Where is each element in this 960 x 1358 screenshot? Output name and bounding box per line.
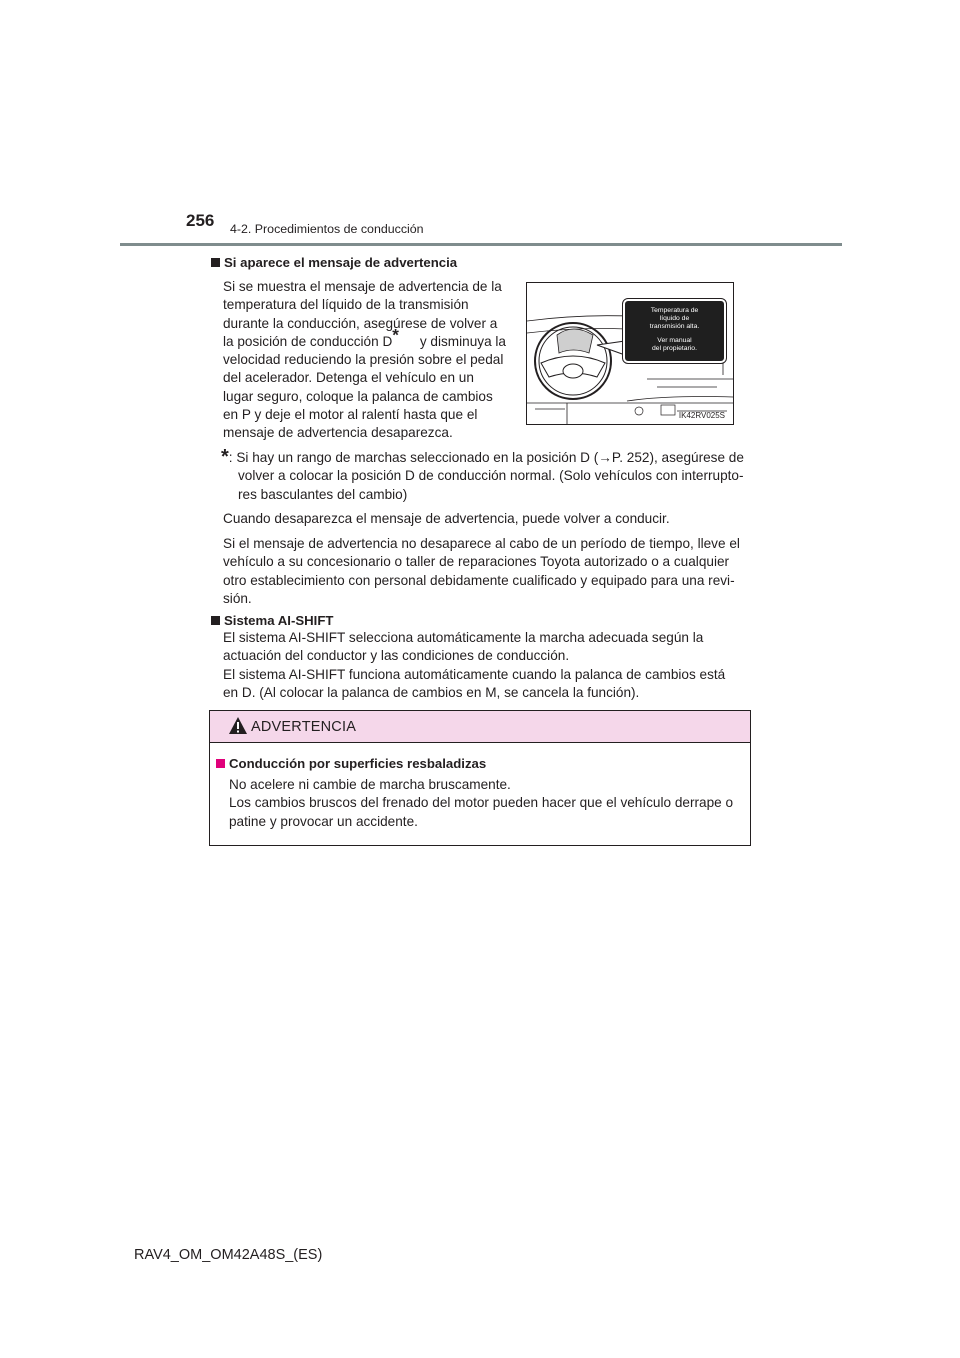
warning-triangle-icon (228, 716, 248, 735)
header-rule (120, 243, 842, 246)
text-line: temperatura del líquido de la transmisión (223, 297, 469, 313)
page-number: 256 (186, 211, 215, 230)
display-line: líquido de (659, 315, 690, 322)
text-line: sión. (223, 590, 252, 606)
text-line: en P y deje el motor al ralentí hasta que el (223, 407, 478, 423)
text-fragment: la posición de conducción D (223, 333, 393, 349)
text-line: Si el mensaje de advertencia no desaparece al cabo de un período de tiempo, lleve el (223, 536, 740, 551)
text-line: vehículo a su concesionario o taller de reparaciones Toyota autorizado o a cualquier (223, 554, 730, 570)
asterisk-marker: * (221, 446, 229, 468)
section2-paragraph (223, 629, 745, 702)
warning-heading-text: Conducción por superficies resbaladizas (229, 756, 487, 771)
display-line: Ver manual (657, 337, 692, 344)
warning-header (210, 711, 750, 743)
text-line: El sistema AI-SHIFT selecciona automáticamente la marcha adecuada según la (223, 630, 704, 645)
square-bullet-icon (211, 258, 220, 267)
text-fragment: y disminuya la (419, 333, 506, 349)
asterisk-marker: * (392, 325, 399, 345)
text-line: patine y provocar un accidente. (229, 813, 418, 829)
text-line: actuación del conductor y las condiciones de conducción. (223, 648, 570, 664)
section-heading-text: Sistema AI-SHIFT (224, 613, 334, 628)
text-line: mensaje de advertencia desaparezca. (223, 425, 453, 441)
footnote-line (221, 446, 745, 468)
section1-paragraph (223, 278, 506, 443)
text-line: en D. (Al colocar la palanca de cambios en M, se cancela la función). (223, 684, 640, 700)
document-id: RAV4_OM_OM42A48S_(ES) (134, 1247, 323, 1263)
section-heading-warning-message (211, 255, 457, 270)
text-line: Si se muestra el mensaje de advertencia de la (223, 279, 502, 294)
square-bullet-icon (216, 759, 225, 768)
text-line (223, 325, 506, 351)
footnote-line: volver a colocar la posición D de conducción normal. (Solo vehículos con interrupto- (238, 468, 744, 484)
text-line: lugar seguro, coloque la palanca de cambios (223, 388, 493, 404)
text-line: No acelere ni cambie de marcha bruscamente. (229, 777, 511, 792)
text-line: otro establecimiento con personal debidamente cualificado y equipado para una revi- (223, 572, 735, 588)
text-line: velocidad reduciendo la presión sobre el pedal (223, 352, 504, 368)
section-heading-text: Si aparece el mensaje de advertencia (224, 255, 458, 270)
text-line: del acelerador. Detenga el vehículo en un (223, 370, 474, 386)
paragraph-resume-driving: Cuando desaparezca el mensaje de advertencia, puede volver a conducir. (223, 511, 670, 526)
warning-message-display (623, 299, 726, 363)
section-title: 4-2. Procedimientos de conducción (230, 222, 424, 236)
display-line: del propietario. (652, 345, 697, 352)
footnote (221, 446, 745, 504)
dashboard-illustration (526, 282, 734, 425)
text-line: durante la conducción, asegúrese de volver a (223, 315, 498, 331)
display-line: transmisión alta. (649, 323, 700, 330)
footnote-line: res basculantes del cambio) (238, 486, 408, 502)
warning-box (209, 710, 751, 846)
section-heading-ai-shift (211, 613, 333, 628)
warning-heading (216, 756, 486, 771)
text-line: Los cambios bruscos del frenado del motor pueden hacer que el vehículo derrape o (229, 795, 734, 811)
warning-title: ADVERTENCIA (251, 719, 357, 735)
warning-paragraph (229, 776, 743, 831)
display-line: Temperatura de (650, 307, 699, 314)
paragraph-warning-persists (223, 535, 745, 608)
text-line: El sistema AI-SHIFT funciona automáticamente cuando la palanca de cambios está (223, 666, 726, 682)
figure-code: IK42RV025S (678, 411, 725, 420)
footnote-text: : Si hay un rango de marchas seleccionado en la posición D (→P. 252), asegúrese de (228, 450, 744, 465)
square-bullet-icon (211, 616, 220, 625)
